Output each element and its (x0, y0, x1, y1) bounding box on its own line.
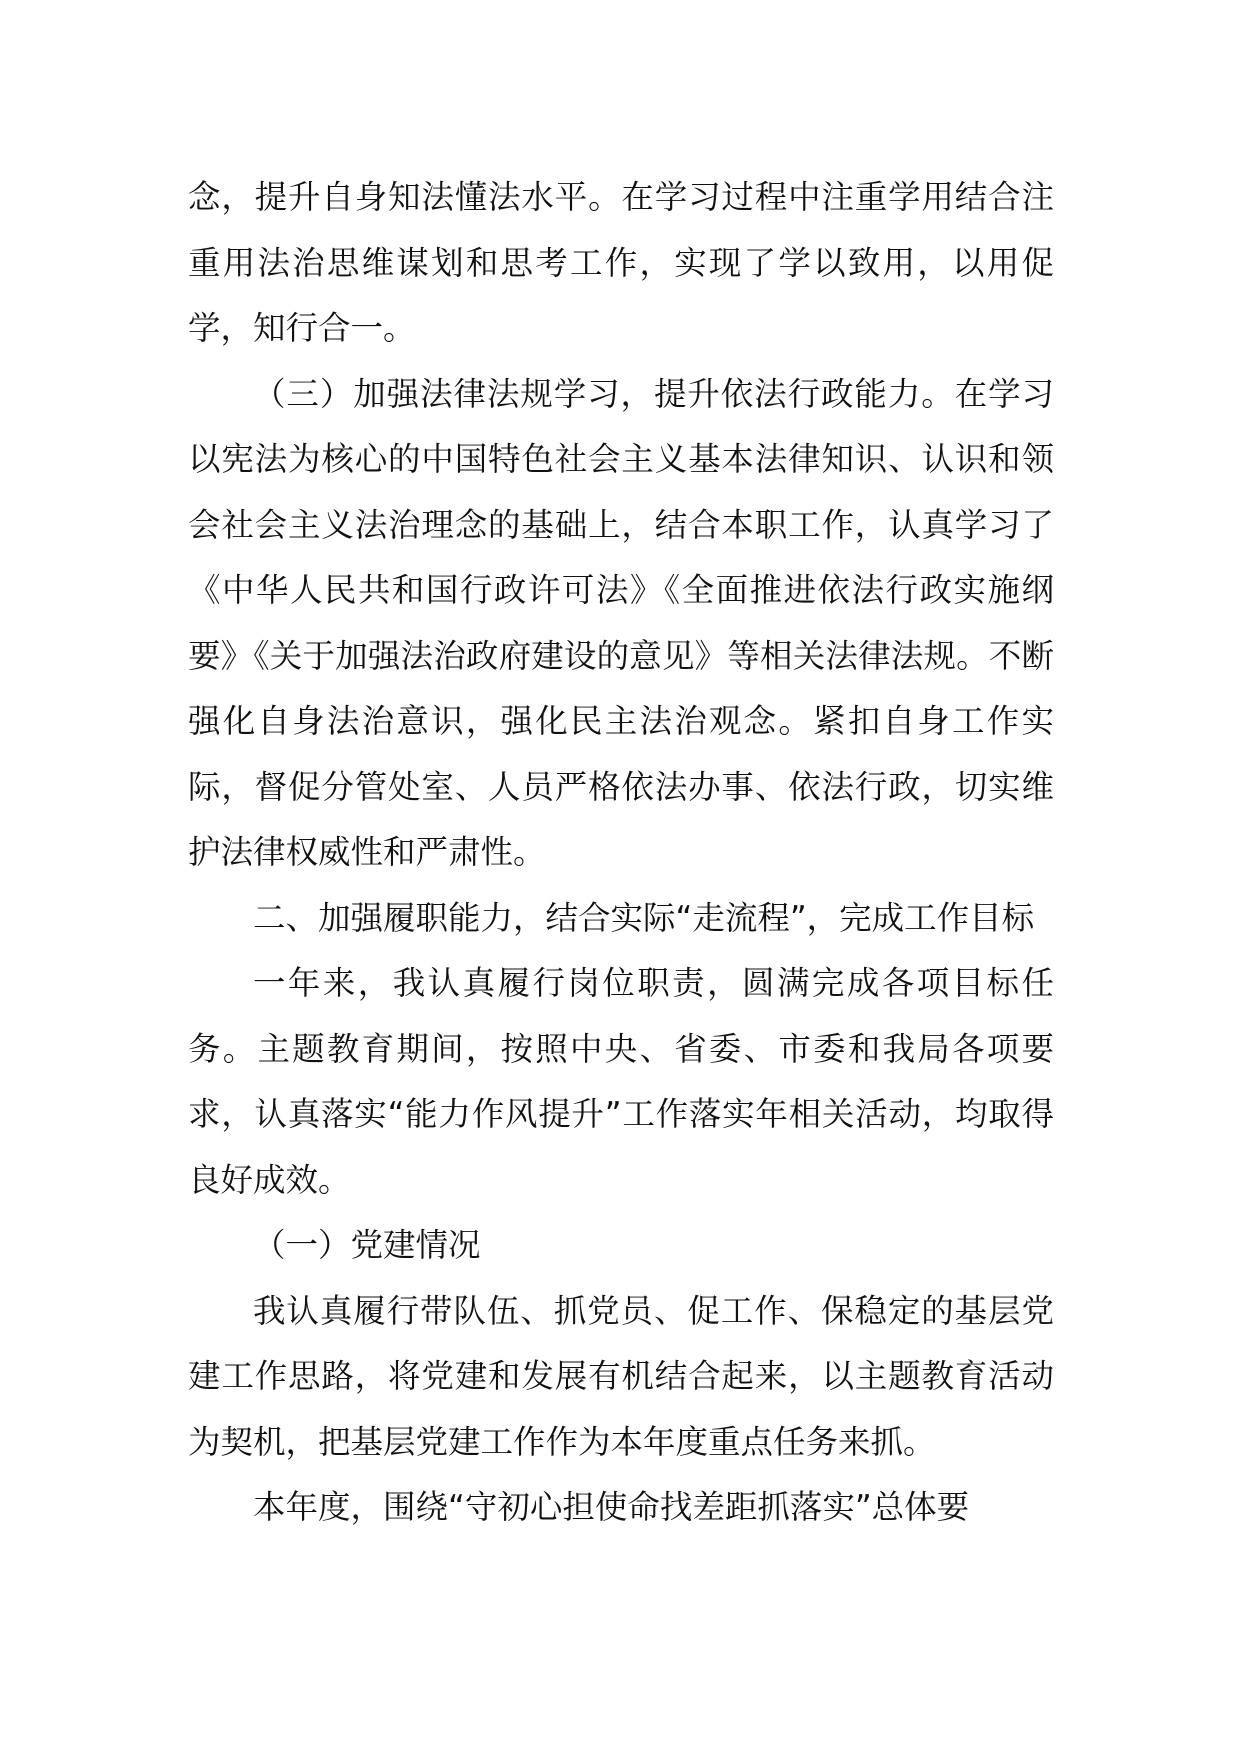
paragraph-annual-summary: 一年来，我认真履行岗位职责，圆满完成各项目标任务。主题教育期间，按照中央、省委、市委和我局各项要求，认真落实“能力作风提升”工作落实年相关活动，均取得良好成效。 (188, 964, 1054, 1199)
paragraph-section-three: （三）加强法律法规学习，提升依法行政能力。在学习以宪法为核心的中国特色社会主义基本法律知识、认识和领会社会主义法治理念的基础上，结合本职工作，认真学习了《中华人民共和国行政许可法》《全面推进依法行政实施纲要》《关于加强法治政府建设的意见》等相关法律法规。不断强化自身法治意识，强化民主法治观念。紧扣自身工作实际，督促分管处室、人员严格依法办事、依法行政，切实维护法律权威性和严肃性。 (188, 374, 1054, 871)
paragraph-party-building: 我认真履行带队伍、抓党员、促工作、保稳定的基层党建工作思路，将党建和发展有机结合起来，以主题教育活动为契机，把基层党建工作作为本年度重点任务来抓。 (188, 1291, 1054, 1461)
paragraph-continued: 念，提升自身知法懂法水平。在学习过程中注重学用结合注重用法治思维谋划和思考工作，实现了学以致用，以用促学，知行合一。 (188, 178, 1054, 347)
document-body (188, 165, 1054, 1541)
heading-part-two: 二、加强履职能力，结合实际“走流程”，完成工作目标 (253, 898, 1035, 937)
heading-party-building: （一）党建情况 (253, 1226, 481, 1264)
paragraph-this-year: 本年度，围绕“守初心担使命找差距抓落实”总体要 (253, 1488, 970, 1526)
